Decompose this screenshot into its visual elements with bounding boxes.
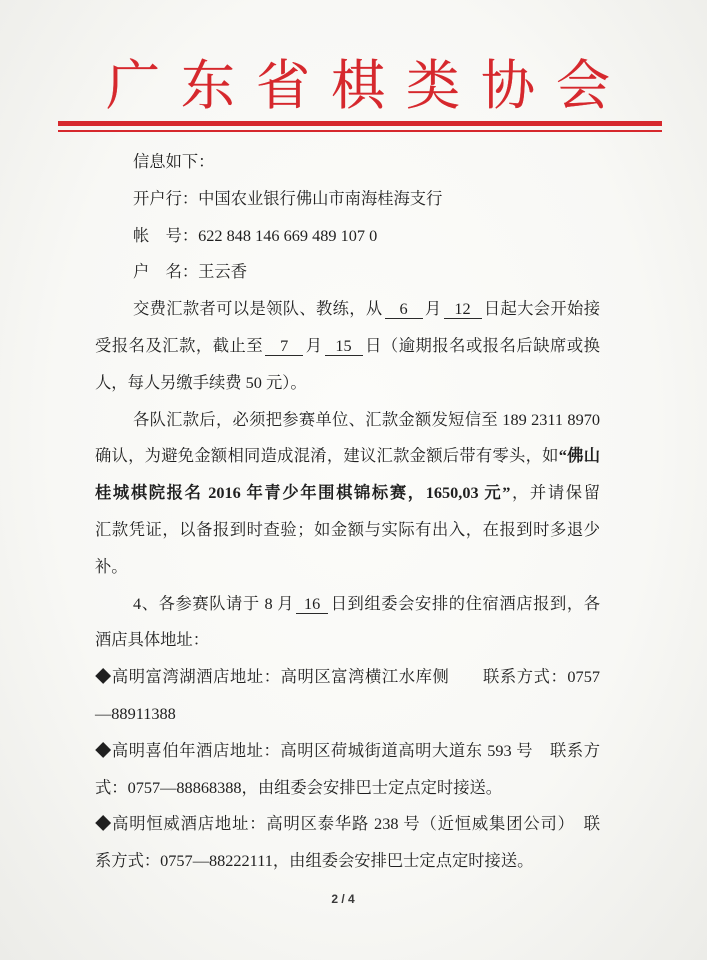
diamond-bullet-icon: ◆: [95, 814, 113, 834]
account-number: 622 848 146 669 489 107 0: [198, 225, 378, 245]
hotel-2-line-2: 式：0757—88868388，由组委会安排巴士定点定时接送。: [95, 777, 503, 797]
check-in-line-1: [95, 586, 600, 623]
remittance-line-2: [95, 438, 600, 475]
payment-line-1: [95, 291, 600, 328]
remittance-text: 确认，为避免金额相同造成混淆，建议汇款金额后带有零头，如: [95, 446, 559, 466]
remittance-line-1: 各队汇款后，必须把参赛单位、汇款金额发短信至 189 2311 8970: [133, 409, 600, 429]
registration-end-month: 7: [265, 336, 303, 356]
org-name-title: 广东省棋类协会: [106, 54, 631, 117]
hotel-1-line-2: —88911388: [95, 703, 176, 723]
hotel-2-text: 高明喜伯年酒店地址：高明区荷城街道高明大道东 593 号 联系方: [111, 740, 600, 760]
check-in-line-2: 酒店具体地址：: [95, 630, 209, 650]
registration-start-day: 12: [444, 299, 482, 319]
account-holder-label: 户 名：: [133, 262, 199, 282]
hotel-3-text: 高明恒威酒店地址：高明区泰华路 238 号（近恒威集团公司） 联: [112, 814, 600, 834]
hotel-3-line-1: [95, 806, 600, 843]
remittance-line-4: 汇款凭证，以备报到时查验；如金额与实际有出入，在报到时多退少: [95, 519, 600, 539]
letterhead-rule-thick: [58, 121, 662, 126]
hotel-2-line-1: [95, 733, 600, 770]
registration-end-day: 15: [325, 336, 363, 356]
letter-body: [95, 144, 600, 880]
bank-line: [95, 181, 600, 218]
bank-label: 开户行：: [133, 188, 199, 208]
payment-text: 日（逾期报名或报名后缺席或换: [364, 335, 600, 355]
payment-text: 受报名及汇款，截止至: [95, 335, 264, 355]
diamond-bullet-icon: ◆: [95, 740, 112, 760]
page-number: 2 / 4: [331, 892, 355, 906]
account-number-label: 帐 号：: [133, 225, 199, 245]
payment-text: 月: [305, 335, 323, 355]
letterhead-rule-thin: [58, 130, 662, 132]
payment-text: 日起大会开始接: [483, 299, 600, 319]
remittance-example-bold: 桂城棋院报名 2016 年青少年围棋锦标赛，1650,03 元”: [95, 483, 511, 503]
account-holder: 王云香: [198, 262, 247, 282]
hotel-3-line-2: 系方式：0757—88222111，由组委会安排巴士定点定时接送。: [95, 851, 534, 871]
payment-line-3: 人，每人另缴手续费 50 元）。: [95, 372, 307, 392]
remittance-text: ，并请保留: [510, 483, 600, 503]
hotel-1-line-1: [95, 659, 600, 696]
hotel-1-text: 高明富湾湖酒店地址：高明区富湾横江水库侧 联系方式：0757: [111, 667, 600, 687]
remittance-line-3: [95, 475, 600, 512]
bank-name: 中国农业银行佛山市南海桂海支行: [198, 188, 443, 208]
account-number-line: [95, 218, 600, 255]
check-in-text: 日到组委会安排的住宿酒店报到，各: [330, 593, 600, 613]
intro-line: 信息如下：: [133, 152, 215, 171]
registration-start-month: 6: [385, 299, 423, 319]
remittance-example-bold: “佛山: [558, 446, 600, 466]
payment-line-2: [95, 328, 600, 365]
payment-text: 交费汇款者可以是领队、教练，从: [133, 299, 383, 319]
payment-text: 月: [424, 299, 442, 319]
check-in-text: 4、各参赛队请于 8 月: [133, 593, 295, 613]
check-in-day: 16: [296, 594, 328, 614]
remittance-line-5: 补。: [95, 556, 128, 576]
account-holder-line: [95, 254, 600, 291]
diamond-bullet-icon: ◆: [95, 667, 112, 687]
